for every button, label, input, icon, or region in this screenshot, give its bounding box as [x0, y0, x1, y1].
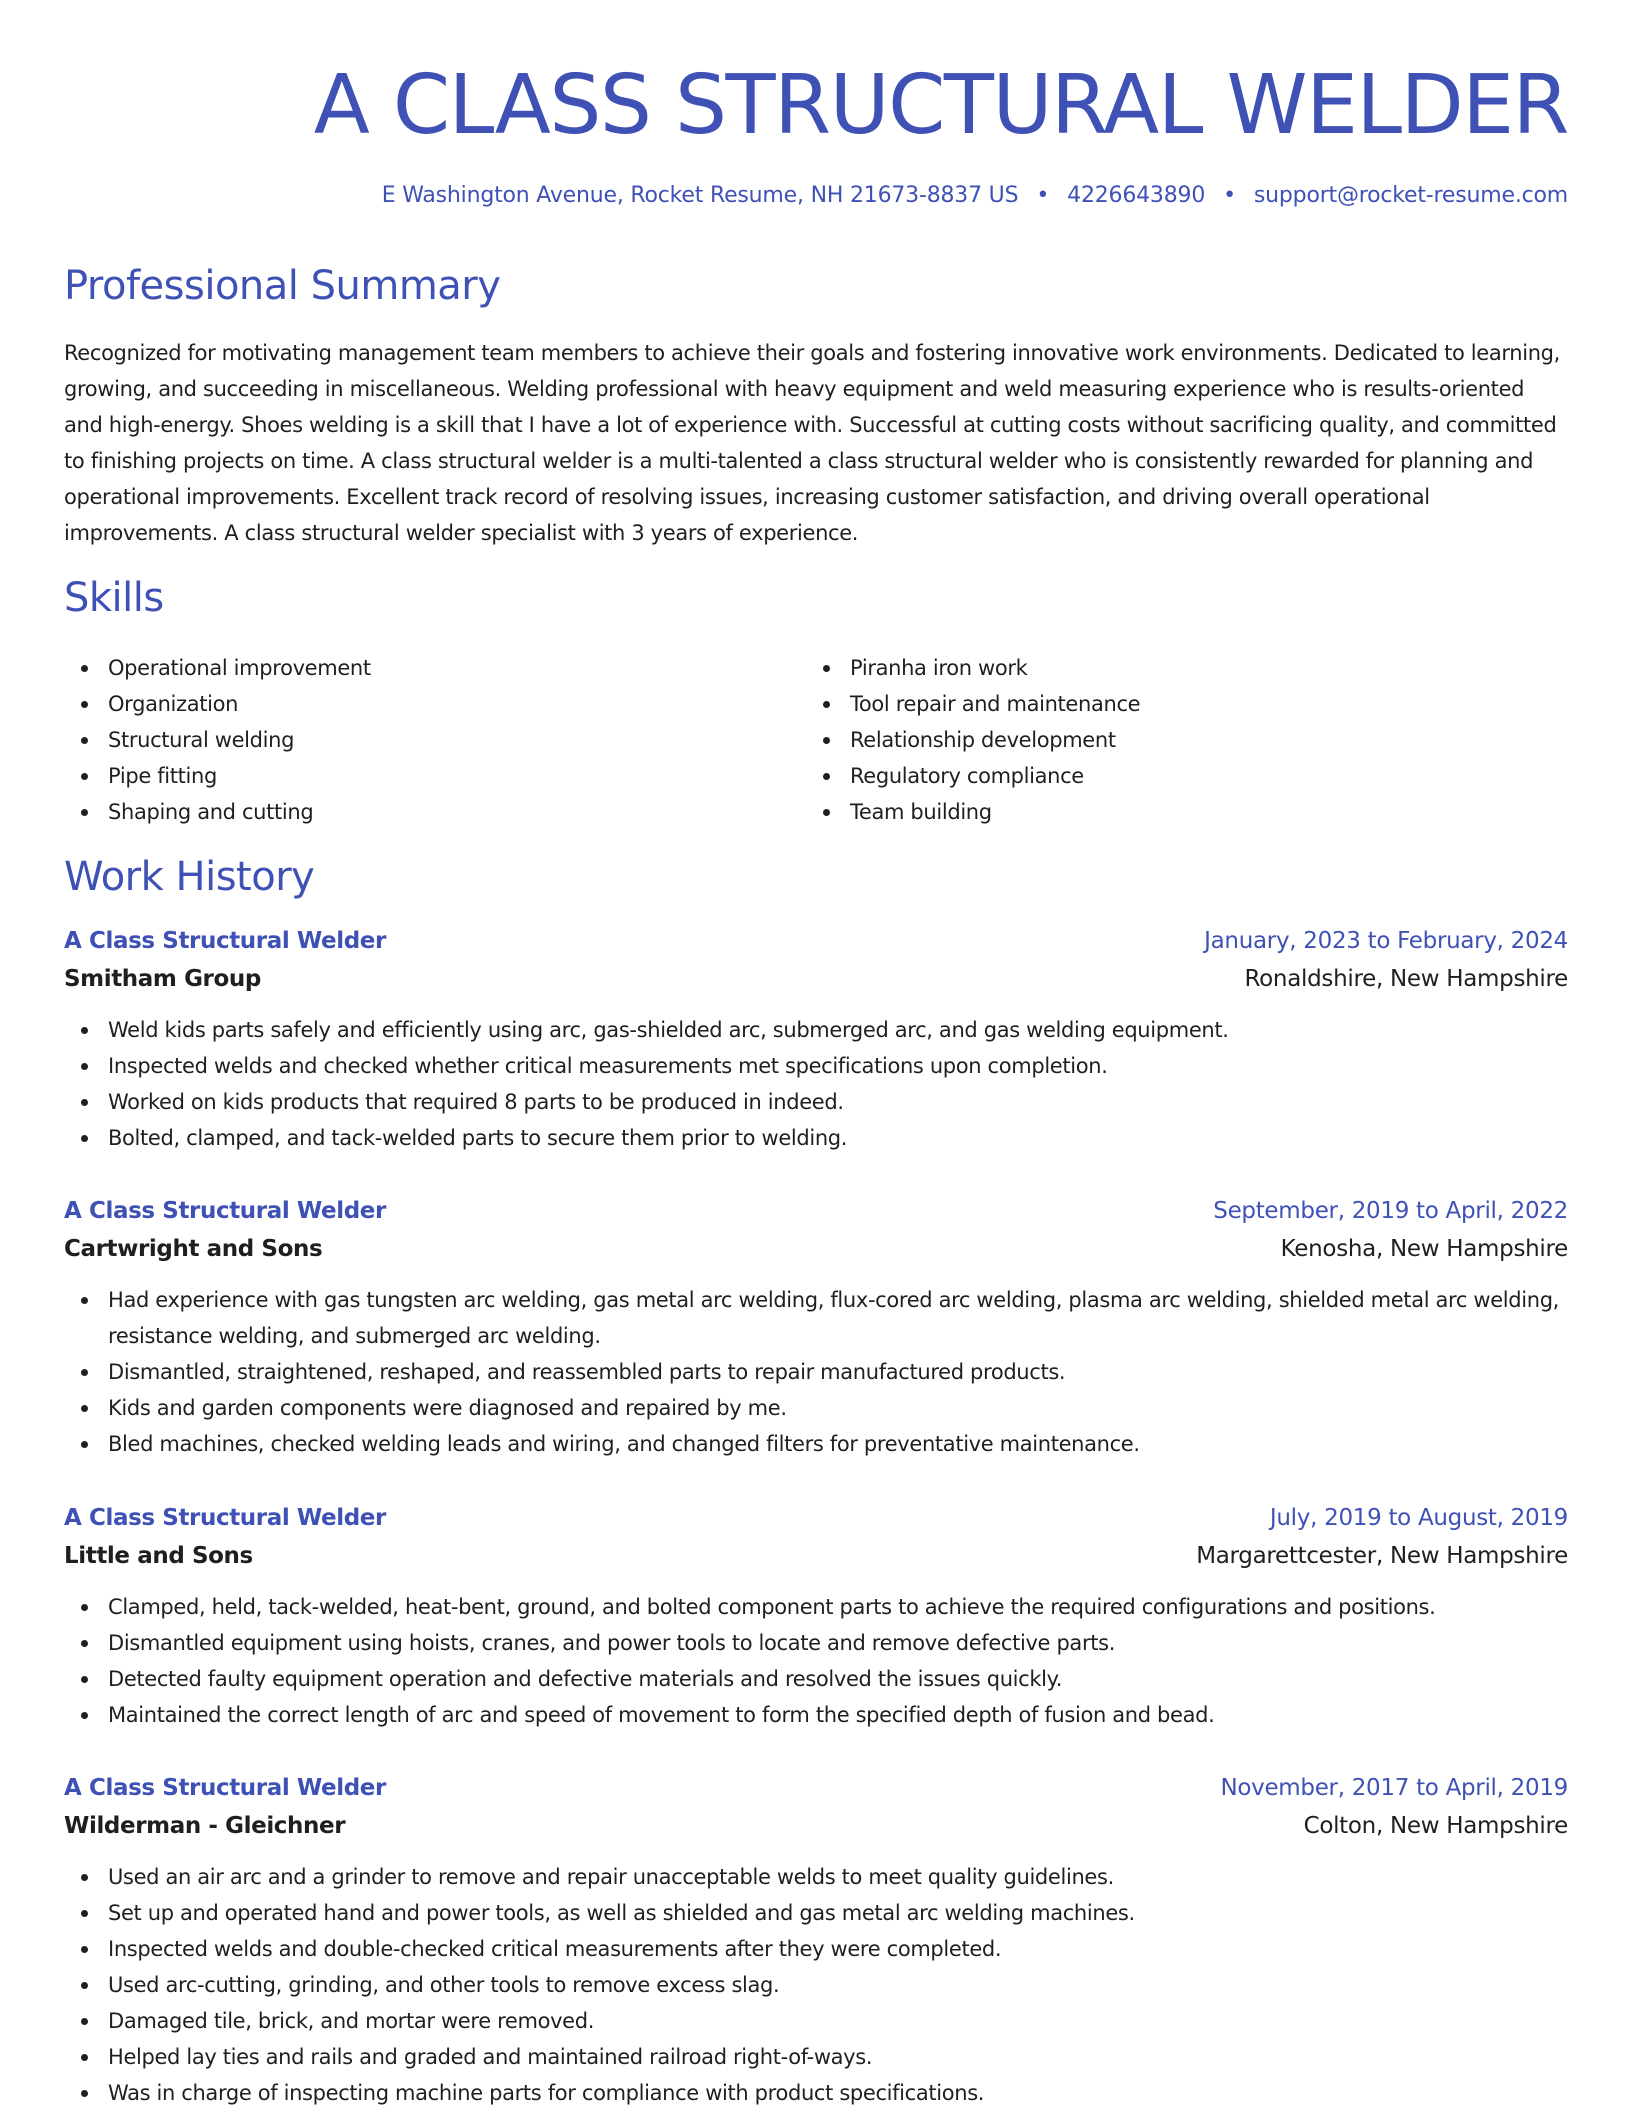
job-header-row — [64, 922, 1568, 960]
job-bullet: Bolted, clamped, and tack-welded parts to secure them prior to welding. — [64, 1120, 1568, 1156]
skill-item: Regulatory compliance — [806, 758, 1506, 794]
skill-item: Structural welding — [64, 722, 764, 758]
job-bullet: Dismantled, straightened, reshaped, and reassembled parts to repair manufactured products. — [64, 1354, 1568, 1390]
job-title: A Class Structural Welder — [64, 1505, 386, 1531]
job-bullet: Kids and garden components were diagnosed and repaired by me. — [64, 1390, 1568, 1426]
job-bullet: Inspected welds and double-checked critical measurements after they were completed. — [64, 1931, 1568, 1967]
job-title: A Class Structural Welder — [64, 1198, 386, 1224]
job-bullets — [64, 1282, 1568, 1462]
job-title: A Class Structural Welder — [64, 928, 386, 954]
job-bullet: Damaged tile, brick, and mortar were removed. — [64, 2003, 1568, 2039]
resume-page — [64, 0, 1568, 2112]
job-company-row — [64, 960, 1568, 998]
job-bullet: Inspected welds and checked whether critical measurements met specifications upon completion. — [64, 1048, 1568, 1084]
job-company-row — [64, 1807, 1568, 1845]
job-location: Colton, New Hampshire — [1303, 1813, 1568, 1839]
summary-heading: Professional Summary — [64, 263, 501, 309]
skill-item: Pipe fitting — [64, 758, 764, 794]
contact-separator: • — [1223, 183, 1236, 208]
job-dates: September, 2019 to April, 2022 — [1213, 1198, 1568, 1224]
job-bullet: Bled machines, checked welding leads and wiring, and changed filters for preventative maintenance. — [64, 1426, 1568, 1462]
job-company-row — [64, 1537, 1568, 1575]
job-company: Wilderman - Gleichner — [64, 1813, 346, 1839]
work-history-heading: Work History — [64, 854, 315, 900]
job-header-row — [64, 1499, 1568, 1537]
job-dates: November, 2017 to April, 2019 — [1220, 1775, 1568, 1801]
contact-line — [382, 181, 1568, 211]
job-bullets — [64, 1859, 1568, 2111]
job-bullet: Set up and operated hand and power tools, as well as shielded and gas metal arc welding machines. — [64, 1895, 1568, 1931]
job-company-row — [64, 1230, 1568, 1268]
job-dates: January, 2023 to February, 2024 — [1204, 928, 1568, 954]
skill-item: Tool repair and maintenance — [806, 686, 1506, 722]
job-location: Ronaldshire, New Hampshire — [1244, 966, 1568, 992]
skill-item: Piranha iron work — [806, 650, 1506, 686]
job-header-row — [64, 1769, 1568, 1807]
job-bullet: Used arc-cutting, grinding, and other tools to remove excess slag. — [64, 1967, 1568, 2003]
job-header-row — [64, 1192, 1568, 1230]
job-bullets — [64, 1012, 1568, 1156]
job-bullet: Clamped, held, tack-welded, heat-bent, ground, and bolted component parts to achieve the required configurations and positions. — [64, 1589, 1568, 1625]
job-location: Kenosha, New Hampshire — [1280, 1236, 1568, 1262]
job-bullet: Used an air arc and a grinder to remove and repair unacceptable welds to meet quality guidelines. — [64, 1859, 1568, 1895]
skill-item: Operational improvement — [64, 650, 764, 686]
contact-email[interactable]: support@rocket-resume.com — [1253, 183, 1568, 208]
job-entry — [64, 1192, 1568, 1462]
job-entry — [64, 1769, 1568, 2111]
skill-item: Shaping and cutting — [64, 794, 764, 830]
job-bullet: Had experience with gas tungsten arc welding, gas metal arc welding, flux-cored arc welding, plasma arc welding, shielded metal arc welding, resistance welding, and submerged arc welding. — [64, 1282, 1568, 1354]
summary-text: Recognized for motivating management team members to achieve their goals and fostering innovative work environments. Dedicated to learning, growing, and succeeding in miscellaneous. Welding professional with heavy equipment and weld measuring experience who is results-oriented and high-energy. Shoes welding is a skill that I have a lot of experience with. Successful at cutting costs without sacrificing quality, and committed to finishing projects on time. A class structural welder is a multi-talented a class structural welder who is consistently rewarded for planning and operational improvements. Excellent track record of resolving issues, increasing customer satisfaction, and driving overall operational improvements. A class structural welder specialist with 3 years of experience. — [64, 341, 1560, 545]
job-entry — [64, 922, 1568, 1156]
job-company: Little and Sons — [64, 1543, 253, 1569]
job-bullets — [64, 1589, 1568, 1733]
contact-address: E Washington Avenue, Rocket Resume, NH 21673-8837 US — [381, 183, 1019, 208]
job-location: Margarettcester, New Hampshire — [1196, 1543, 1568, 1569]
job-dates: July, 2019 to August, 2019 — [1269, 1505, 1568, 1531]
job-entry — [64, 1499, 1568, 1733]
skill-item: Team building — [806, 794, 1506, 830]
resume-name: A CLASS STRUCTURAL WELDER — [313, 58, 1568, 153]
skills-list-right — [806, 650, 1506, 830]
job-bullet: Weld kids parts safely and efficiently using arc, gas-shielded arc, submerged arc, and gas welding equipment. — [64, 1012, 1568, 1048]
job-bullet: Maintained the correct length of arc and speed of movement to form the specified depth of fusion and bead. — [64, 1697, 1568, 1733]
contact-separator: • — [1036, 183, 1050, 208]
job-bullet: Worked on kids products that required 8 parts to be produced in indeed. — [64, 1084, 1568, 1120]
contact-phone: 4226643890 — [1067, 183, 1206, 208]
job-bullet: Dismantled equipment using hoists, cranes, and power tools to locate and remove defective parts. — [64, 1625, 1568, 1661]
job-title: A Class Structural Welder — [64, 1775, 386, 1801]
job-bullet: Was in charge of inspecting machine parts for compliance with product specifications. — [64, 2075, 1568, 2111]
job-bullet: Helped lay ties and rails and graded and maintained railroad right-of-ways. — [64, 2039, 1568, 2075]
skill-item: Organization — [64, 686, 764, 722]
job-bullet: Detected faulty equipment operation and defective materials and resolved the issues quickly. — [64, 1661, 1568, 1697]
skills-list-left — [64, 650, 764, 830]
skills-heading: Skills — [64, 575, 164, 621]
job-company: Cartwright and Sons — [64, 1236, 323, 1262]
skill-item: Relationship development — [806, 722, 1506, 758]
job-company: Smitham Group — [64, 966, 261, 992]
